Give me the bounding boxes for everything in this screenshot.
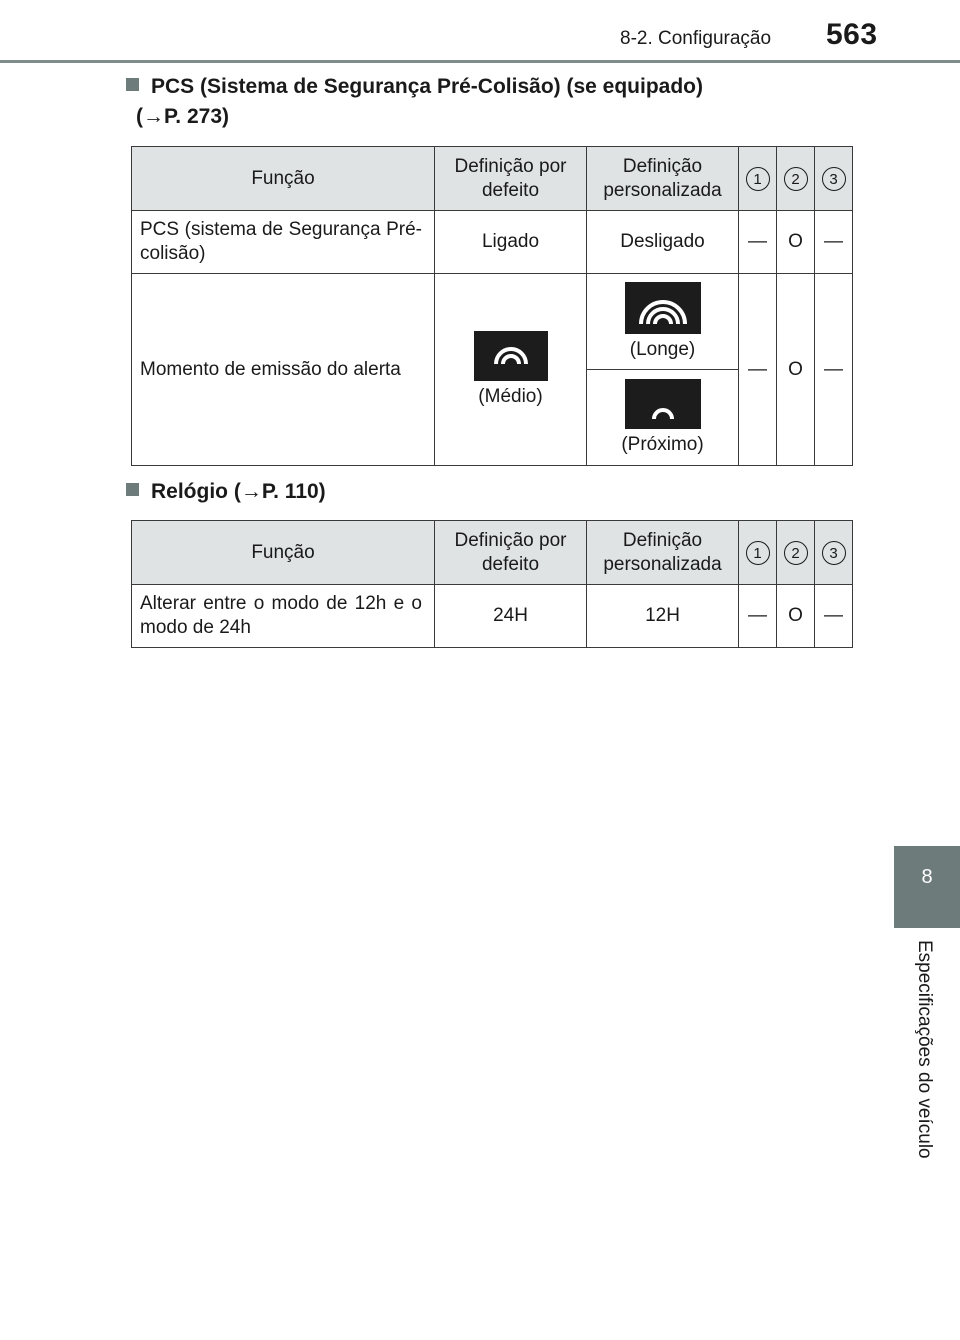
table-row [132, 274, 853, 370]
clock-heading-line1: Relógio (→P. 110) [151, 480, 326, 503]
alert-timing-medium-icon [474, 331, 548, 381]
clock-settings-table [131, 520, 853, 648]
cell-col-1: — [739, 274, 777, 466]
cell-function: PCS (sistema de Segurança Pré-colisão) [132, 211, 435, 274]
cell-col-2: O [777, 585, 815, 648]
cell-col-1: — [739, 585, 777, 648]
pcs-settings-table [131, 146, 853, 466]
cell-custom: Desligado [587, 211, 739, 274]
cell-custom-near [587, 370, 739, 466]
cell-function: Alterar entre o modo de 12h e o modo de 24h [132, 585, 435, 648]
header-function: Função [132, 521, 435, 585]
section-title: 8-2. Configuração [620, 28, 772, 49]
pcs-heading-line2: (→P. 273) [136, 105, 229, 128]
header-default: Definição por defeito [435, 521, 587, 585]
cell-col-2: O [777, 211, 815, 274]
header-custom: Definição personalizada [587, 521, 739, 585]
pcs-heading [126, 72, 703, 132]
cell-custom-far [587, 274, 739, 370]
pcs-heading-line1: PCS (Sistema de Segurança Pré-Colisão) (se equipado) [151, 75, 703, 98]
near-label: (Próximo) [621, 433, 704, 455]
header-col-2: 2 [777, 521, 815, 585]
cell-col-3: — [815, 274, 853, 466]
cell-default: Ligado [435, 211, 587, 274]
medium-label: (Médio) [478, 385, 543, 407]
table-row [132, 585, 853, 648]
table-header-row [132, 521, 853, 585]
header-function: Função [132, 147, 435, 211]
header-rule [0, 60, 960, 63]
header-col-3: 3 [815, 521, 853, 585]
chapter-number: 8 [921, 866, 933, 888]
header-col-3: 3 [815, 147, 853, 211]
cell-function: Momento de emissão do alerta [132, 274, 435, 466]
cell-col-3: — [815, 211, 853, 274]
cell-custom: 12H [587, 585, 739, 648]
cell-col-3: — [815, 585, 853, 648]
header-col-1: 1 [739, 521, 777, 585]
chapter-label: Especificações do veículo [914, 940, 935, 1159]
cell-col-1: — [739, 211, 777, 274]
header-default: Definição por defeito [435, 147, 587, 211]
alert-timing-far-icon [625, 282, 701, 334]
far-label: (Longe) [629, 338, 696, 360]
header-col-1: 1 [739, 147, 777, 211]
cell-col-2: O [777, 274, 815, 466]
table-header-row [132, 147, 853, 211]
header-custom: Definição personalizada [587, 147, 739, 211]
cell-default: 24H [435, 585, 587, 648]
table-row [132, 211, 853, 274]
heading-bullet-icon [126, 483, 139, 496]
header-col-2: 2 [777, 147, 815, 211]
heading-bullet-icon [126, 78, 139, 91]
cell-default [435, 274, 587, 466]
page-number: 563 [826, 18, 878, 51]
alert-timing-near-icon [625, 379, 701, 429]
clock-heading [126, 477, 326, 507]
